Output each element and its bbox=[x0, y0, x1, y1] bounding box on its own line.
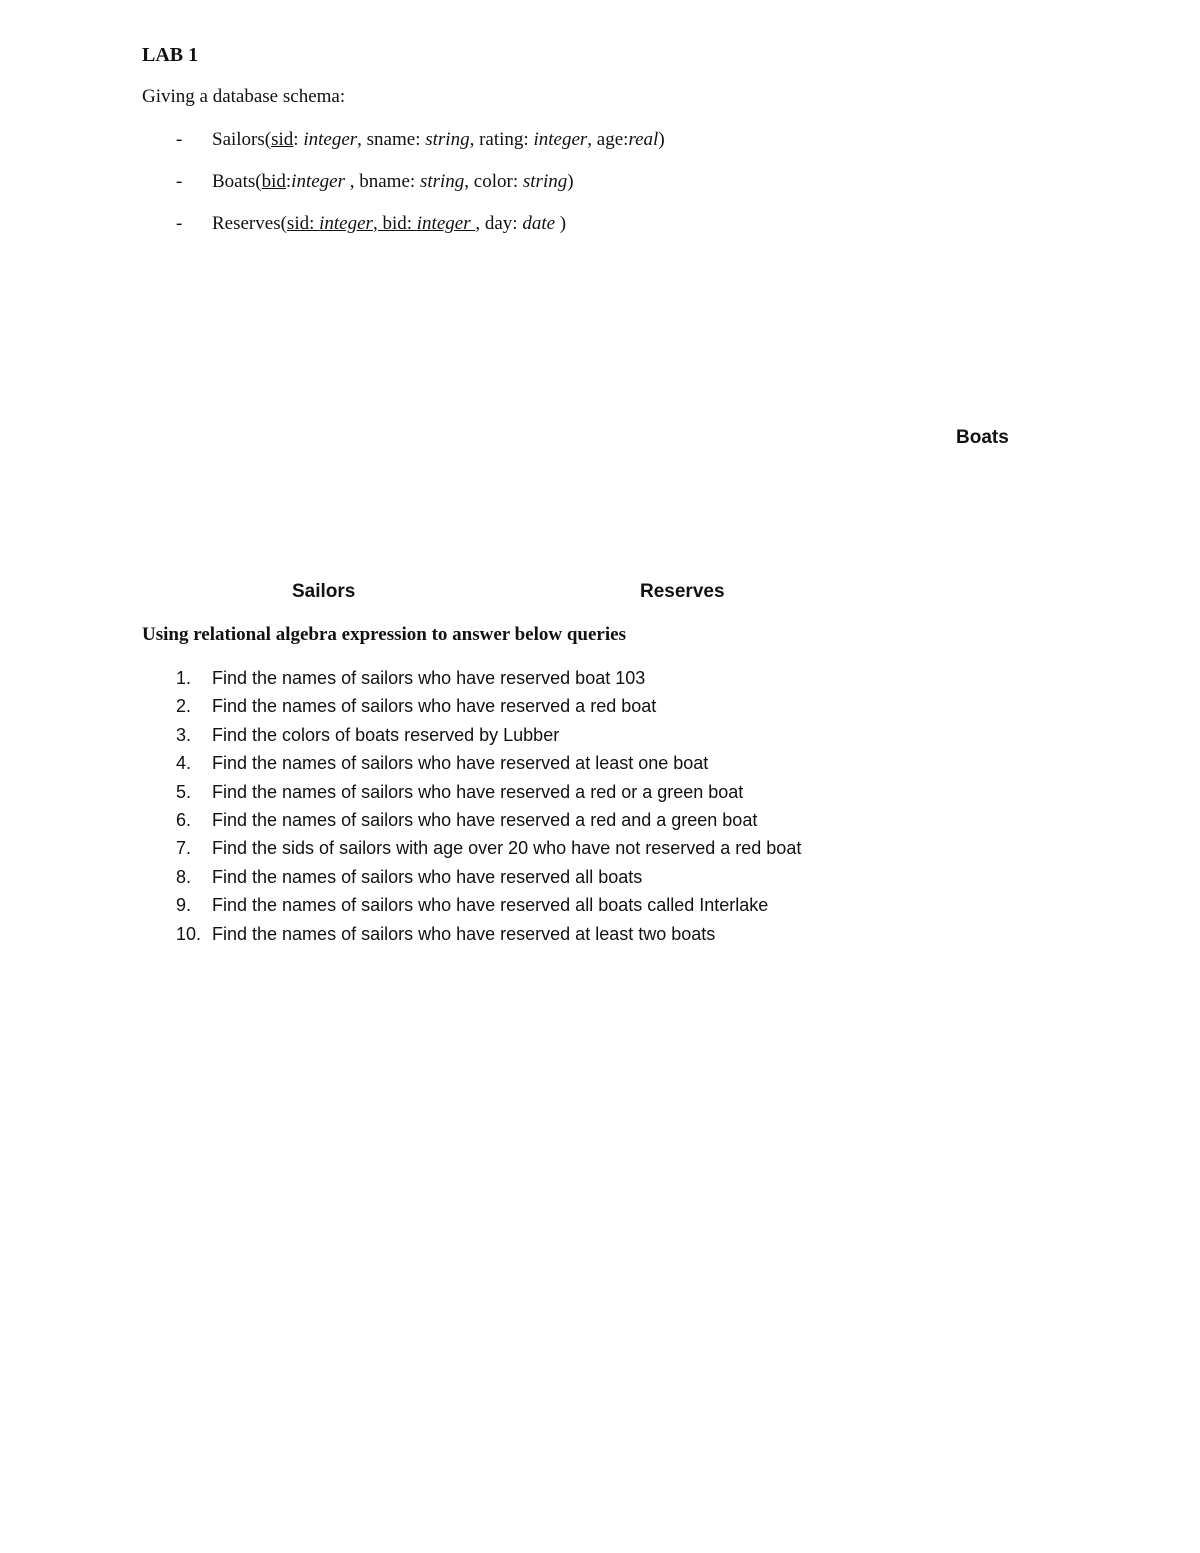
query-text: Find the sids of sailors with age over 20 who have not reserved a red boat bbox=[212, 838, 802, 859]
list-item bbox=[142, 865, 801, 893]
attribute-type: string bbox=[425, 129, 470, 150]
item-number: 4. bbox=[176, 753, 192, 774]
list-item bbox=[142, 808, 801, 836]
attribute-type: integer bbox=[291, 171, 345, 192]
list-item bbox=[142, 751, 801, 779]
attribute-type: integer bbox=[533, 129, 588, 150]
item-number: 2. bbox=[176, 696, 192, 717]
item-number: 7. bbox=[176, 838, 192, 859]
attribute-type: integer bbox=[416, 213, 476, 234]
query-text: Find the names of sailors who have reserved at least two boats bbox=[212, 923, 716, 944]
item-number: 9. bbox=[176, 895, 192, 916]
schema-item-boats bbox=[142, 170, 665, 212]
relation-name: Reserves( bbox=[212, 213, 287, 234]
intro-text: Giving a database schema: bbox=[142, 86, 346, 107]
schema-text: , age: bbox=[587, 129, 629, 150]
list-item bbox=[142, 836, 801, 864]
schema-text: : bbox=[285, 171, 292, 192]
relation-name: Boats( bbox=[212, 171, 262, 192]
query-text: Find the names of sailors who have reserved a red boat bbox=[212, 696, 657, 717]
list-item bbox=[142, 893, 801, 921]
query-text: Find the names of sailors who have reserved a red and a green boat bbox=[212, 809, 758, 830]
primary-key bbox=[287, 213, 475, 234]
item-number: 6. bbox=[176, 809, 192, 830]
item-number: 8. bbox=[176, 866, 192, 887]
schema-text: , rating: bbox=[469, 129, 534, 150]
list-item bbox=[142, 694, 801, 722]
list-bullet: - bbox=[176, 213, 183, 234]
table-label-boats: Boats bbox=[956, 427, 1009, 448]
query-list bbox=[142, 666, 801, 950]
attribute-type: string bbox=[419, 171, 465, 192]
query-text: Find the names of sailors who have reserved boat 103 bbox=[212, 668, 646, 688]
schema-text: , sname: bbox=[357, 129, 426, 150]
list-item bbox=[142, 666, 801, 694]
list-item bbox=[142, 723, 801, 751]
item-number: 10. bbox=[176, 923, 202, 944]
table-label-reserves: Reserves bbox=[640, 581, 725, 602]
list-item bbox=[142, 780, 801, 808]
key-name: sid: bbox=[286, 213, 320, 234]
schema-text: ) bbox=[567, 171, 574, 192]
list-bullet: - bbox=[176, 129, 183, 150]
schema-text: , color: bbox=[464, 171, 523, 192]
relation-name: Sailors( bbox=[212, 129, 272, 150]
queries-heading: Using relational algebra expression to answer below queries bbox=[142, 624, 626, 645]
primary-key: bid bbox=[261, 171, 286, 192]
page-title: LAB 1 bbox=[142, 44, 199, 66]
attribute-type: real bbox=[628, 129, 659, 150]
attribute-type: string bbox=[522, 171, 568, 192]
schema-item-reserves bbox=[142, 212, 665, 254]
query-text: Find the names of sailors who have reserved all boats called Interlake bbox=[212, 895, 769, 916]
item-number: 5. bbox=[176, 781, 192, 802]
list-bullet: - bbox=[176, 171, 183, 192]
schema-list bbox=[142, 128, 665, 254]
primary-key: sid bbox=[271, 129, 294, 150]
item-number: 3. bbox=[176, 724, 192, 745]
attribute-type: integer bbox=[319, 213, 373, 234]
schema-text: : bbox=[293, 129, 304, 150]
query-text: Find the names of sailors who have reserved at least one boat bbox=[212, 753, 709, 774]
query-text: Find the colors of boats reserved by Lubber bbox=[212, 724, 560, 745]
query-text: Find the names of sailors who have reserved a red or a green boat bbox=[212, 781, 744, 802]
attribute-type: integer bbox=[303, 129, 358, 150]
schema-text: ) bbox=[555, 213, 567, 234]
schema-text: , bname: bbox=[345, 171, 420, 192]
table-label-sailors: Sailors bbox=[292, 581, 356, 602]
list-item bbox=[142, 922, 801, 950]
query-text: Find the names of sailors who have reserved all boats bbox=[212, 866, 643, 887]
attribute-type: date bbox=[522, 213, 556, 234]
key-name: , bid: bbox=[372, 213, 417, 234]
schema-text: ) bbox=[658, 129, 665, 150]
schema-text: , day: bbox=[475, 213, 523, 234]
schema-item-sailors bbox=[142, 128, 665, 170]
item-number: 1. bbox=[176, 668, 192, 688]
